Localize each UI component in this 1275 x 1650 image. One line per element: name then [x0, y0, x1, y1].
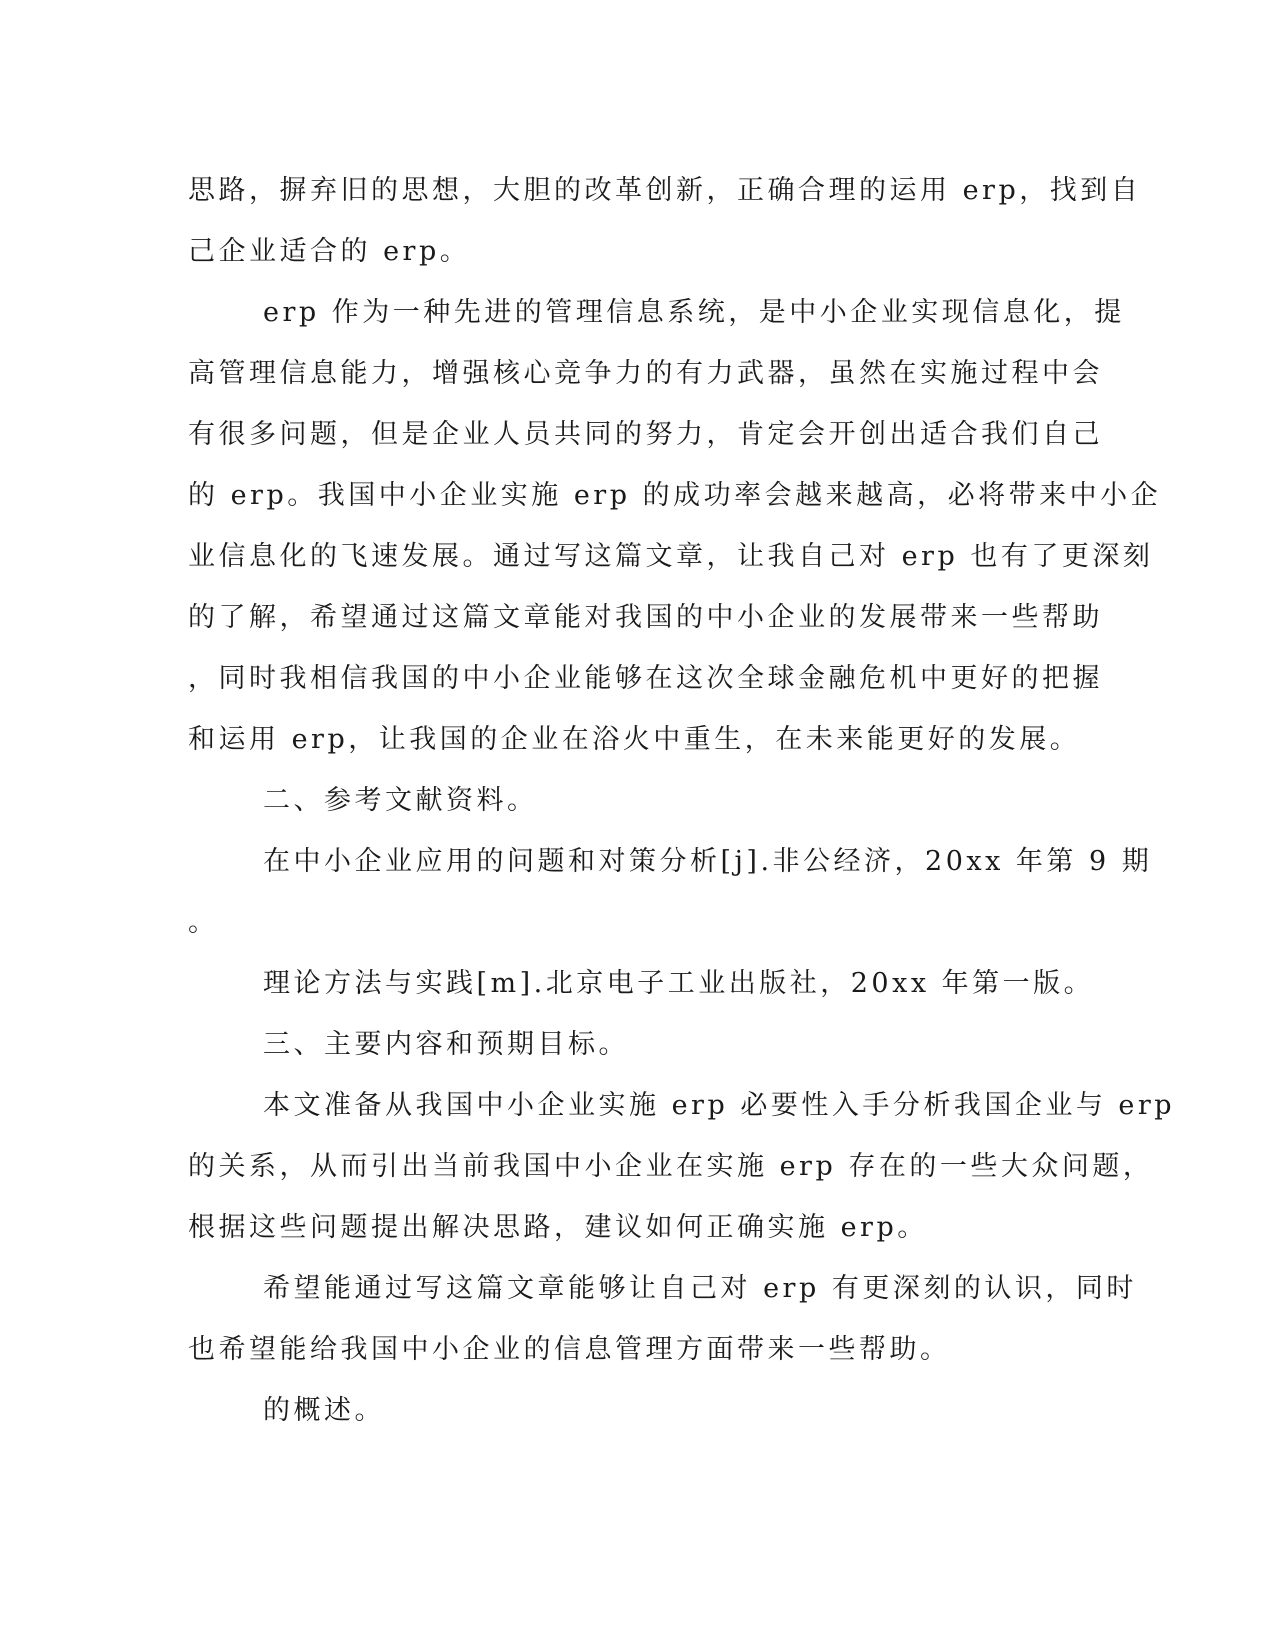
- text-line: 思路，摒弃旧的思想，大胆的改革创新，正确合理的运用 erp，找到自: [188, 175, 1142, 206]
- text-line: 和运用 erp，让我国的企业在浴火中重生，在未来能更好的发展。: [188, 724, 1081, 755]
- text-line: 高管理信息能力，增强核心竞争力的有力武器，虽然在实施过程中会: [188, 358, 1103, 389]
- reference-item: 在中小企业应用的问题和对策分析[j].非公经济，20xx 年第 9 期: [263, 846, 1153, 877]
- section-heading-references: 二、参考文献资料。: [263, 785, 538, 816]
- text-line: 。: [188, 907, 219, 938]
- paragraph-start: erp 作为一种先进的管理信息系统，是中小企业实现信息化，提: [263, 297, 1125, 328]
- text-line: ，同时我相信我国的中小企业能够在这次全球金融危机中更好的把握: [188, 663, 1103, 694]
- text-line: 的了解，希望通过这篇文章能对我国的中小企业的发展带来一些帮助: [188, 602, 1103, 633]
- text-line: 也希望能给我国中小企业的信息管理方面带来一些帮助。: [188, 1334, 951, 1365]
- text-line: 的 erp。我国中小企业实施 erp 的成功率会越来越高，必将带来中小企: [188, 480, 1162, 511]
- paragraph-start: 的概述。: [263, 1395, 385, 1426]
- section-heading-goals: 三、主要内容和预期目标。: [263, 1029, 629, 1060]
- text-line: 的关系，从而引出当前我国中小企业在实施 erp 存在的一些大众问题，: [188, 1151, 1154, 1182]
- document-body: [188, 160, 1176, 1441]
- reference-item: 理论方法与实践[m].北京电子工业出版社，20xx 年第一版。: [263, 968, 1095, 999]
- text-line: 有很多问题，但是企业人员共同的努力，肯定会开创出适合我们自己: [188, 419, 1103, 450]
- text-line: 业信息化的飞速发展。通过写这篇文章，让我自己对 erp 也有了更深刻: [188, 541, 1154, 572]
- paragraph-start: 希望能通过写这篇文章能够让自己对 erp 有更深刻的认识，同时: [263, 1273, 1137, 1304]
- text-line: 己企业适合的 erp。: [188, 236, 471, 267]
- text-line: 根据这些问题提出解决思路，建议如何正确实施 erp。: [188, 1212, 928, 1243]
- paragraph-start: 本文准备从我国中小企业实施 erp 必要性入手分析我国企业与 erp: [263, 1090, 1176, 1121]
